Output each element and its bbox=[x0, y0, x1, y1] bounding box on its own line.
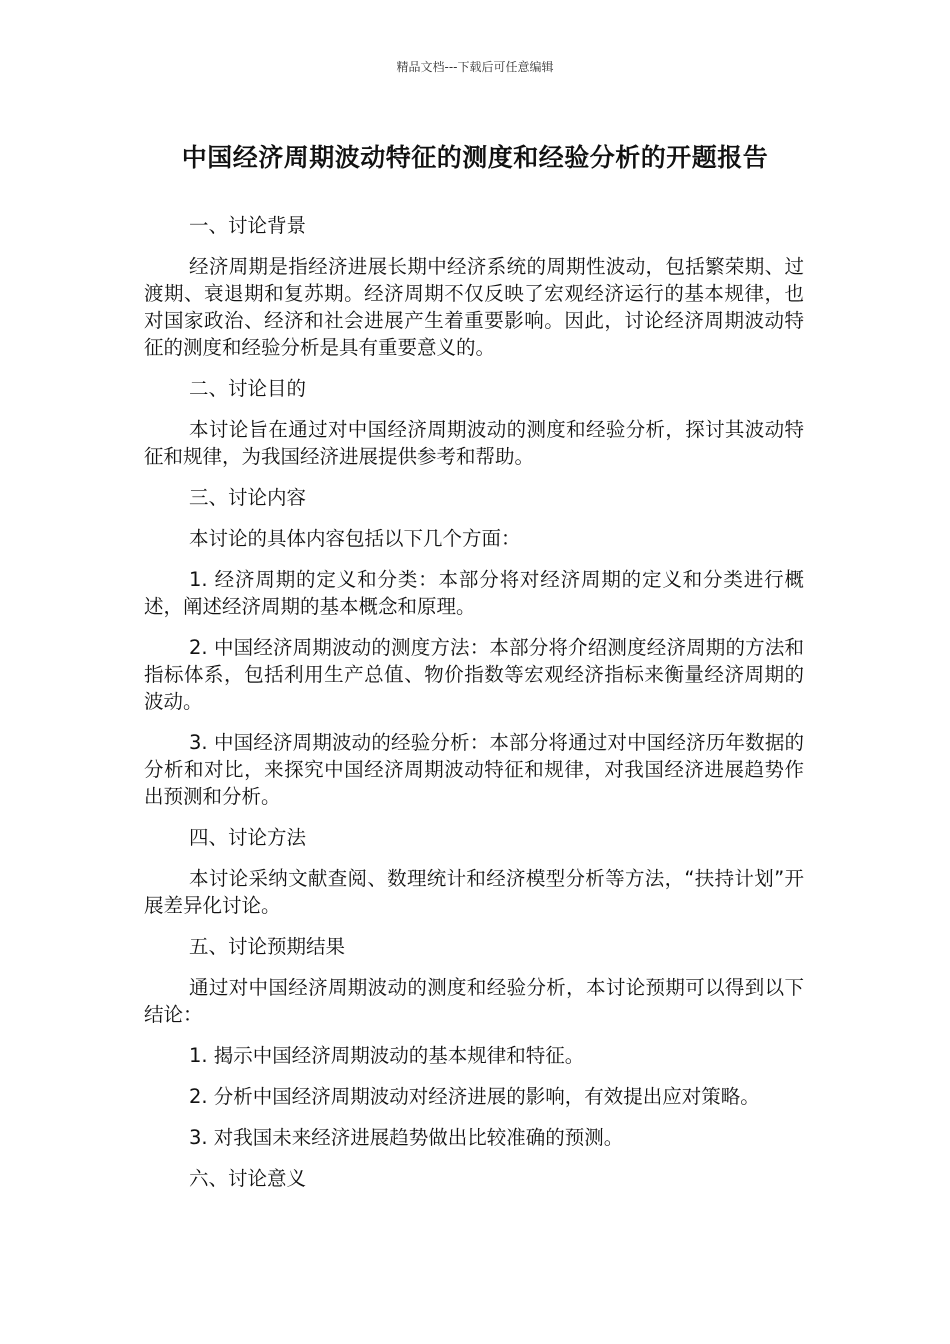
section-heading-purpose: 二、讨论目的 bbox=[189, 377, 307, 400]
section-heading-background: 一、讨论背景 bbox=[189, 214, 307, 237]
paragraph-expected-results: 通过对中国经济周期波动的测度和经验分析，本讨论预期可以得到以下结论： bbox=[144, 976, 804, 1026]
section-heading-significance: 六、讨论意义 bbox=[189, 1167, 307, 1190]
list-item-content-1: 1. 经济周期的定义和分类：本部分将对经济周期的定义和分类进行概述，阐述经济周期的基本概念和原理。 bbox=[144, 568, 804, 618]
document-title: 中国经济周期波动特征的测度和经验分析的开题报告 bbox=[181, 143, 769, 172]
paragraph-content-intro: 本讨论的具体内容包括以下几个方面： bbox=[189, 527, 521, 550]
paragraph-background: 经济周期是指经济进展长期中经济系统的周期性波动，包括繁荣期、过渡期、衰退期和复苏期。经济周期不仅反映了宏观经济运行的基本规律，也对国家政治、经济和社会进展产生着重要影响。因此，讨论经济周期波动特征的测度和经验分析是具有重要意义的。 bbox=[144, 255, 804, 359]
list-item-content-3: 3. 中国经济周期波动的经验分析：本部分将通过对中国经济历年数据的分析和对比，来探究中国经济周期波动特征和规律，对我国经济进展趋势作出预测和分析。 bbox=[144, 731, 804, 808]
section-heading-expected-results: 五、讨论预期结果 bbox=[189, 935, 346, 958]
document-body bbox=[144, 212, 804, 1206]
header-note: 精品文档---下载后可任意编辑 bbox=[396, 60, 554, 74]
section-heading-method: 四、讨论方法 bbox=[189, 826, 307, 849]
list-item-content-2: 2. 中国经济周期波动的测度方法：本部分将介绍测度经济周期的方法和指标体系，包括利用生产总值、物价指数等宏观经济指标来衡量经济周期的波动。 bbox=[144, 636, 804, 713]
list-item-result-1: 1. 揭示中国经济周期波动的基本规律和特征。 bbox=[189, 1044, 585, 1067]
list-item-result-2: 2. 分析中国经济周期波动对经济进展的影响，有效提出应对策略。 bbox=[189, 1085, 760, 1108]
list-item-result-3: 3. 对我国未来经济进展趋势做出比较准确的预测。 bbox=[189, 1126, 624, 1149]
section-heading-content: 三、讨论内容 bbox=[189, 486, 307, 509]
paragraph-purpose: 本讨论旨在通过对中国经济周期波动的测度和经验分析，探讨其波动特征和规律，为我国经济进展提供参考和帮助。 bbox=[144, 418, 804, 468]
paragraph-method: 本讨论采纳文献查阅、数理统计和经济模型分析等方法，“扶持计划”开展差异化讨论。 bbox=[144, 867, 804, 917]
